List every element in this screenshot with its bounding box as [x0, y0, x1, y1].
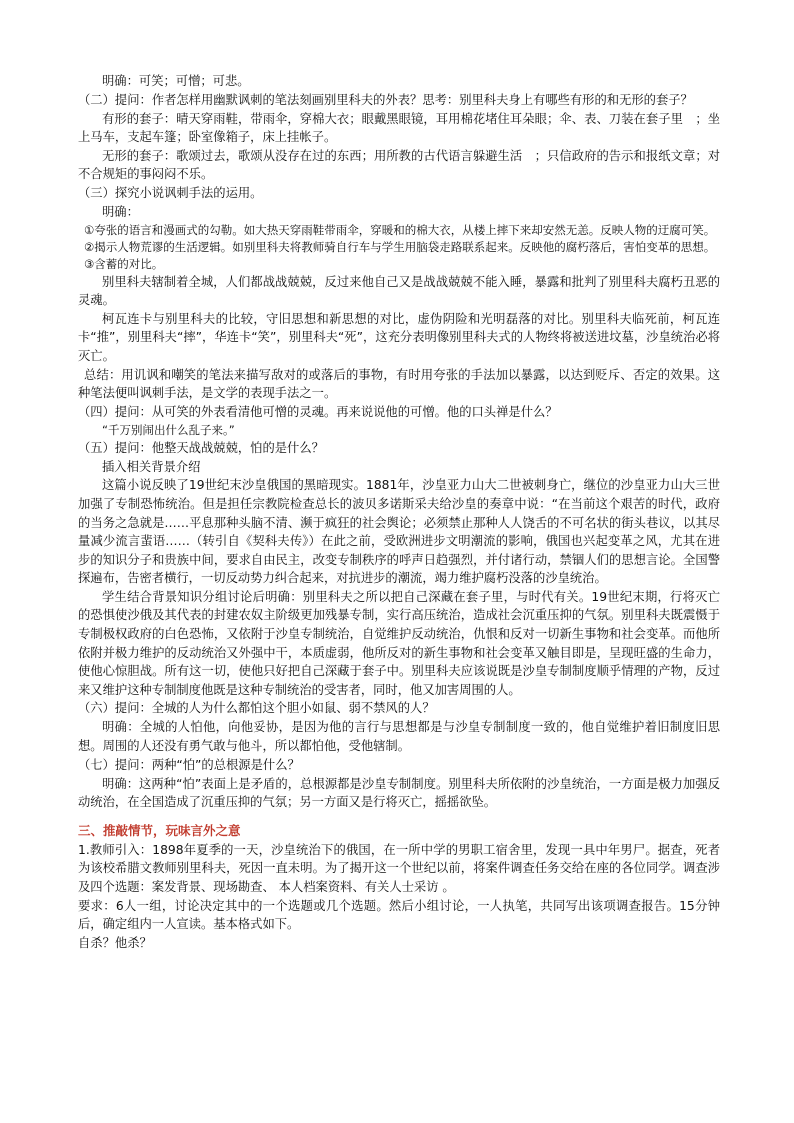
paragraph-invisible-cover: 无形的套子：歌颂过去，歌颂从没存在过的东西；用所教的古代语言躲避生活 ；只信政府的告示和报纸文章；对不合规矩的事闷闷不乐。: [78, 148, 720, 182]
paragraph-point-1: ①夸张的语言和漫画式的勾勒。如大热天穿雨鞋带雨伞，穿暖和的棉大衣，从楼上摔下来却安然无恙。反映人物的迂腐可笑。: [84, 222, 716, 237]
paragraph-answer-1: 明确：可笑；可憎；可悲。: [102, 74, 250, 88]
paragraph-contrast-1: 别里科夫辖制着全城，人们都战战兢兢，反过来他自己又是战战兢兢不能入睡，暴露和批判了别里科夫腐朽丑恶的灵魂。: [78, 274, 720, 308]
question-3: （三）探究小说讽刺手法的运用。: [78, 185, 263, 200]
paragraph-question-suicide: 自杀？他杀？: [78, 935, 152, 950]
paragraph-visible-cover: 有形的套子：晴天穿雨鞋，带雨伞，穿棉大衣；眼戴黑眼镜，耳用棉花堵住耳朵眼；伞、表、刀装在套子里 ；坐上马车，支起车篷；卧室像箱子，床上挂帐子。: [78, 111, 720, 145]
section-heading-3: 三、推敲情节，玩味言外之意: [78, 822, 241, 838]
question-7: （七）提问：两种“怕”的总根源是什么？: [78, 757, 300, 772]
paragraph-background: 这篇小说反映了19世纪末沙皇俄国的黑暗现实。1881年，沙皇亚力山大二世被刺身亡，继位的沙皇亚力山大三世加强了专制恐怖统治。但是担任宗教院检查总长的波贝多诺斯采夫给沙皇的奏章中说：“在当前这个艰苦的时代，政府的当务之急就是……平息那种头脑不清、濒于疯狂的社会舆论；必须禁止那种人人饶舌的不可名状的街头巷议，以其尽量减少流言蜚语……（转引自《契科夫传》）在此之前，受欧洲进步文明潮流的影响，俄国也兴起变革之风，尤其在进步的知识分子和贵族中间，要求自由民主，改变专制秩序的呼声日趋强烈，并付诸行动，禁锢人们的思想言论。全国警探遍布，告密者横行，一切反动势力纠合起来，对抗进步的潮流，竭力维护腐朽没落的沙皇统治。: [78, 478, 720, 586]
question-2: （二）提问：作者怎样用幽默讽刺的笔法刻画别里科夫的外表？思考：别里科夫身上有哪些有形的和无形的套子？: [78, 92, 693, 107]
paragraph-answer-6: 明确：全城的人怕他，向他妥协，是因为他的言行与思想都是与沙皇专制制度一致的，他自觉维护着旧制度旧思想。周围的人还没有勇气敢与他斗，所以都怕他，受他辖制。: [78, 720, 720, 754]
paragraph-point-2: ②揭示人物荒谬的生活逻辑。如别里科夫将教师骑自行车与学生用脑袋走路联系起来。反映他的腐朽落后，害怕变革的思想。: [84, 239, 716, 254]
paragraph-teacher-intro: 1.教师引入：1898年夏季的一天，沙皇统治下的俄国，在一所中学的男职工宿舍里，发现一具中年男尸。据查，死者为该校希腊文教师别里科夫，死因一直未明。为了揭开这一个世纪以前，将案件调查任务交给在座的各位同学。调查涉及四个选题：案发背景、现场勘查、 本人档案资料、有关人士采访 。: [78, 842, 720, 894]
paragraph-catchphrase: “千万别闹出什么乱子来。”: [102, 422, 235, 437]
paragraph-background-label: 插入相关背景介绍: [102, 459, 201, 474]
question-4: （四）提问：从可笑的外表看清他可憎的灵魂。再来说说他的可憎。他的口头禅是什么？: [78, 404, 558, 419]
paragraph-answer-label: 明确：: [102, 204, 139, 219]
document-page: [78, 72, 720, 952]
question-5: （五）提问：他整天战战兢兢，怕的是什么？: [78, 440, 324, 455]
paragraph-discussion: 学生结合背景知识分组讨论后明确：别里科夫之所以把自己深藏在套子里，与时代有关。19世纪末期，行将灭亡的恐惧使沙俄及其代表的封建农奴主阶级更加残暴专制，实行高压统治，造成社会沉重压抑的气氛。别里科夫既震慑于专制极权政府的白色恐怖，又依附于沙皇专制统治，自觉维护反动统治，仇恨和反对一切新生事物和社会变革。而他所依附并极力维护的反动统治又外强中干，本质虚弱，他所反对的新生事物和社会变革又触目即是，呈现旺盛的生命力，使他心惊胆战。所有这一切，使他只好把自己深藏于套子中。别里科夫应该说既是沙皇专制制度顺乎情理的产物，反过来又维护这种专制制度他既是这种专制统治的受害者，同时，他又加害周围的人。: [78, 589, 720, 697]
paragraph-answer-7: 明确：这两种“怕”表面上是矛盾的，总根源都是沙皇专制制度。别里科夫所依附的沙皇统治，一方面是极力加强反动统治，在全国造成了沉重压抑的气氛；另一方面又是行将灭亡，摇摇欲坠。: [78, 776, 720, 810]
paragraph-contrast-2: 柯瓦连卡与别里科夫的比较，守旧思想和新思想的对比，虚伪阴险和光明磊落的对比。别里科夫临死前，柯瓦连卡“推”，别里科夫“摔”，华连卡“笑”，别里科夫“死”，这充分表明像别里科夫式的人物终将被送进坟墓，沙皇统治必将灭亡。: [78, 311, 720, 363]
spacer: [78, 812, 720, 821]
paragraph-requirements: 要求：6人一组，讨论决定其中的一个选题或几个选题。然后小组讨论，一人执笔，共同写出该项调查报告。15分钟后，确定组内一人宣读。基本格式如下。: [78, 898, 720, 932]
paragraph-summary: 总结：用讥讽和嘲笑的笔法来描写敌对的或落后的事物，有时用夸张的手法加以暴露，以达到贬斥、否定的效果。这种笔法便叫讽刺手法，是文学的表现手法之一。: [78, 367, 720, 401]
question-6: （六）提问：全城的人为什么都怕这个胆小如鼠、弱不禁风的人？: [78, 701, 435, 716]
paragraph-point-3: ③含蓄的对比。: [84, 256, 164, 271]
